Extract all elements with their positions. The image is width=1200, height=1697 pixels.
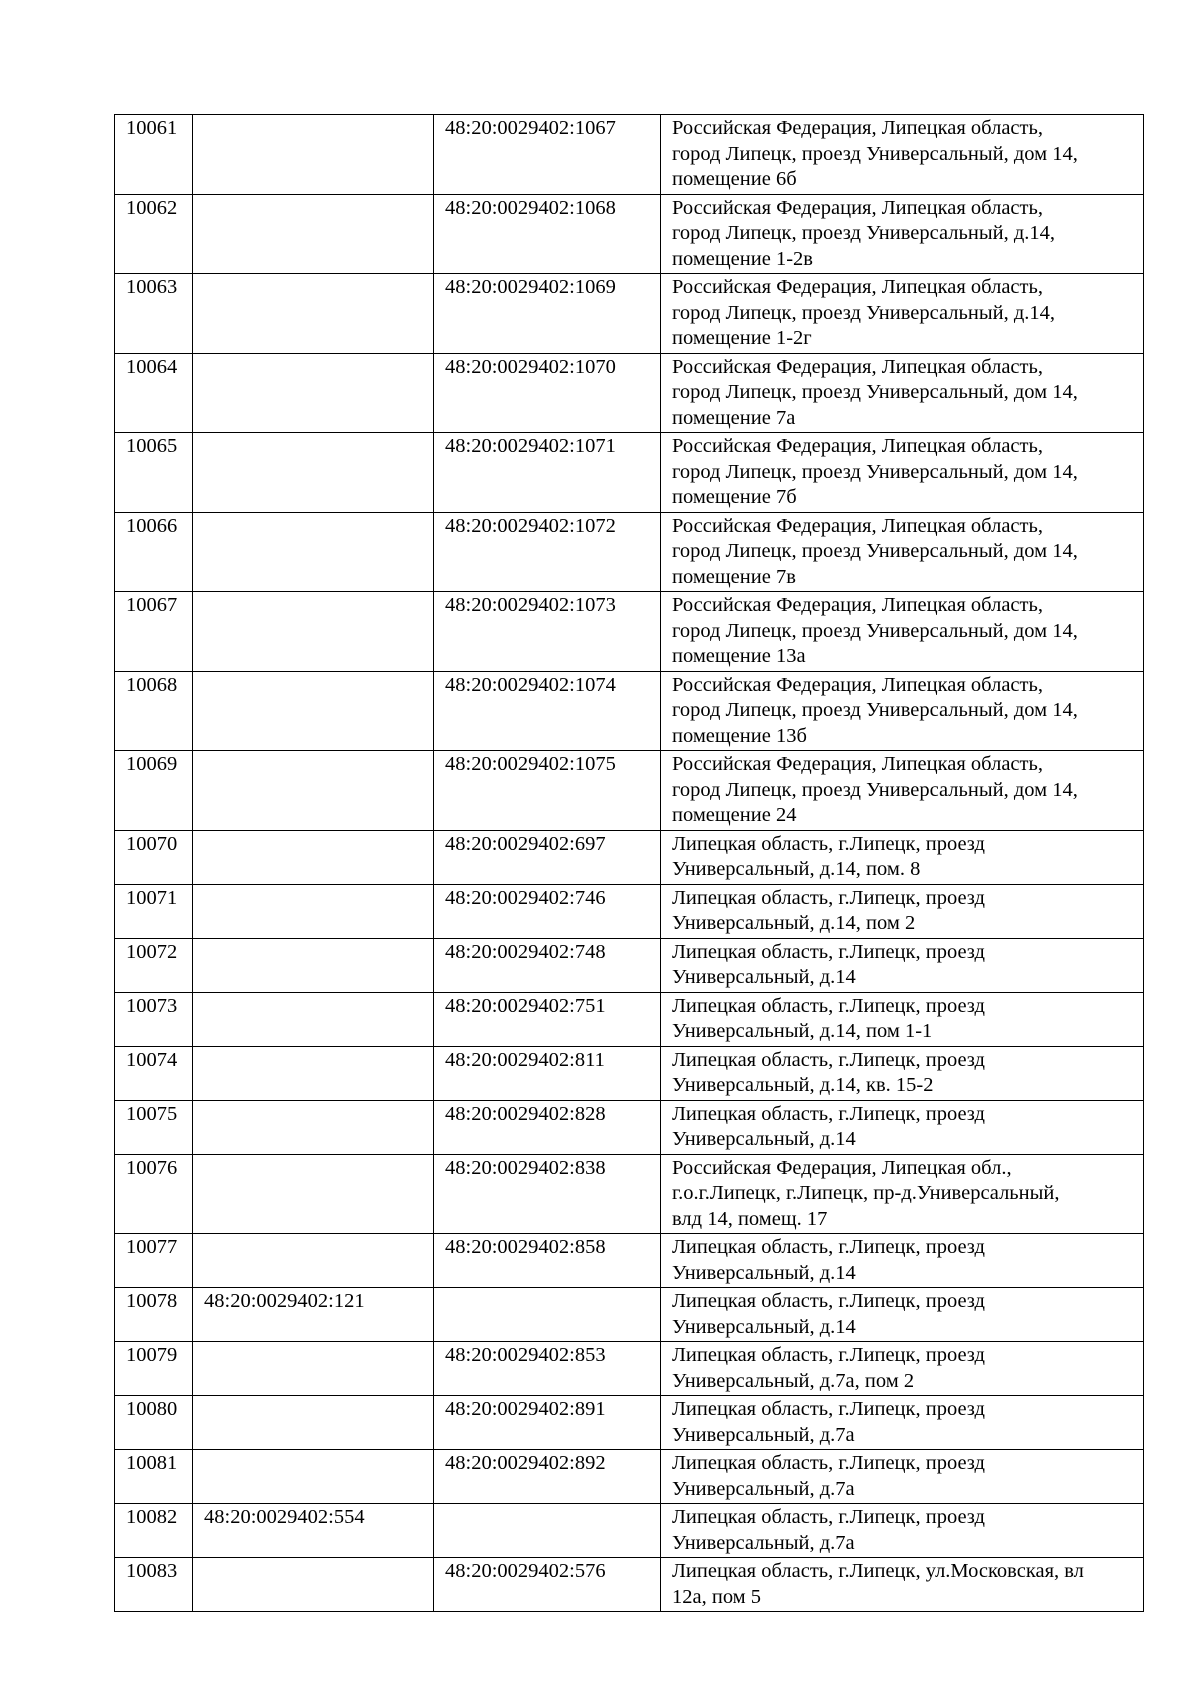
table-row xyxy=(115,884,1144,938)
table-row xyxy=(115,938,1144,992)
address-line: Липецкая область, г.Липецк, проезд xyxy=(672,886,985,909)
address-cell xyxy=(661,1504,1144,1558)
object-cadastral-number-cell: 48:20:0029402:891 xyxy=(434,1396,661,1450)
address-line: город Липецк, проезд Универсальный, д.14, xyxy=(672,301,1056,324)
land-cadastral-number-cell xyxy=(193,1234,434,1288)
table-row xyxy=(115,1558,1144,1612)
land-cadastral-number-cell xyxy=(193,884,434,938)
address-line: 12а, пом 5 xyxy=(672,1585,762,1608)
address-cell xyxy=(661,1450,1144,1504)
row-number-cell: 10065 xyxy=(115,433,193,513)
table-row xyxy=(115,1234,1144,1288)
table-row xyxy=(115,830,1144,884)
row-number-cell: 10071 xyxy=(115,884,193,938)
address-line: Универсальный, д.14 xyxy=(672,1315,856,1338)
table-row xyxy=(115,751,1144,831)
land-cadastral-number-cell: 48:20:0029402:121 xyxy=(193,1288,434,1342)
table-row xyxy=(115,353,1144,433)
land-cadastral-number-cell xyxy=(193,1450,434,1504)
address-line: город Липецк, проезд Универсальный, дом 14, xyxy=(672,460,1078,483)
address-cell xyxy=(661,353,1144,433)
address-cell xyxy=(661,1342,1144,1396)
object-cadastral-number-cell: 48:20:0029402:838 xyxy=(434,1154,661,1234)
address-cell xyxy=(661,592,1144,672)
row-number-cell: 10061 xyxy=(115,115,193,195)
object-cadastral-number-cell: 48:20:0029402:1069 xyxy=(434,274,661,354)
table-row xyxy=(115,1450,1144,1504)
address-line: Универсальный, д.7а xyxy=(672,1531,855,1554)
address-cell xyxy=(661,1154,1144,1234)
address-line: помещение 1-2в xyxy=(672,247,813,270)
address-line: Универсальный, д.14 xyxy=(672,1128,856,1150)
row-number-cell: 10072 xyxy=(115,938,193,992)
object-cadastral-number-cell: 48:20:0029402:746 xyxy=(434,884,661,938)
table-row xyxy=(115,992,1144,1046)
object-cadastral-number-cell: 48:20:0029402:811 xyxy=(434,1046,661,1100)
address-cell xyxy=(661,274,1144,354)
row-number-cell: 10083 xyxy=(115,1558,193,1612)
address-line: Липецкая область, г.Липецк, проезд xyxy=(672,940,985,963)
object-cadastral-number-cell: 48:20:0029402:748 xyxy=(434,938,661,992)
object-cadastral-number-cell: 48:20:0029402:1072 xyxy=(434,512,661,592)
address-cell xyxy=(661,751,1144,831)
address-line: Универсальный, д.7а xyxy=(672,1423,855,1446)
address-line: помещение 13б xyxy=(672,724,807,747)
address-line: Липецкая область, г.Липецк, проезд xyxy=(672,1506,985,1528)
address-line: город Липецк, проезд Универсальный, дом 14, xyxy=(672,619,1078,642)
land-cadastral-number-cell xyxy=(193,1154,434,1234)
address-line: Универсальный, д.14, пом 1-1 xyxy=(672,1020,933,1042)
address-line: Российская Федерация, Липецкая область, xyxy=(672,196,1043,219)
address-line: город Липецк, проезд Универсальный, дом 14, xyxy=(672,381,1078,403)
address-line: помещение 7в xyxy=(672,565,796,588)
object-cadastral-number-cell: 48:20:0029402:1071 xyxy=(434,433,661,513)
table-row xyxy=(115,1100,1144,1154)
land-cadastral-number-cell xyxy=(193,992,434,1046)
row-number-cell: 10062 xyxy=(115,194,193,274)
address-line: г.о.г.Липецк, г.Липецк, пр-д.Универсальный, xyxy=(672,1182,1060,1204)
row-number-cell: 10070 xyxy=(115,830,193,884)
table-row xyxy=(115,115,1144,195)
address-line: Российская Федерация, Липецкая область, xyxy=(672,355,1043,378)
object-cadastral-number-cell: 48:20:0029402:858 xyxy=(434,1234,661,1288)
land-cadastral-number-cell xyxy=(193,1342,434,1396)
address-line: Липецкая область, г.Липецк, проезд xyxy=(672,1048,985,1071)
address-cell xyxy=(661,1046,1144,1100)
table-row xyxy=(115,592,1144,672)
address-line: Универсальный, д.14 xyxy=(672,1261,856,1284)
object-cadastral-number-cell: 48:20:0029402:576 xyxy=(434,1558,661,1612)
address-line: помещение 24 xyxy=(672,804,797,826)
address-line: Липецкая область, г.Липецк, проезд xyxy=(672,1236,985,1258)
table-row xyxy=(115,1504,1144,1558)
address-line: Липецкая область, г.Липецк, проезд xyxy=(672,832,985,855)
address-line: Российская Федерация, Липецкая область, xyxy=(672,514,1043,537)
address-line: влд 14, помещ. 17 xyxy=(672,1207,828,1230)
land-cadastral-number-cell xyxy=(193,274,434,354)
address-cell xyxy=(661,938,1144,992)
registry-table xyxy=(114,114,1144,1612)
address-cell xyxy=(661,671,1144,751)
object-cadastral-number-cell: 48:20:0029402:1074 xyxy=(434,671,661,751)
land-cadastral-number-cell xyxy=(193,592,434,672)
address-line: город Липецк, проезд Универсальный, дом 14, xyxy=(672,778,1078,801)
row-number-cell: 10076 xyxy=(115,1154,193,1234)
address-line: Российская Федерация, Липецкая обл., xyxy=(672,1156,1012,1179)
object-cadastral-number-cell xyxy=(434,1504,661,1558)
object-cadastral-number-cell: 48:20:0029402:1075 xyxy=(434,751,661,831)
address-line: Липецкая область, г.Липецк, проезд xyxy=(672,1452,985,1474)
address-line: Универсальный, д.7а, пом 2 xyxy=(672,1369,915,1392)
table-row xyxy=(115,194,1144,274)
address-cell xyxy=(661,512,1144,592)
row-number-cell: 10069 xyxy=(115,751,193,831)
land-cadastral-number-cell xyxy=(193,115,434,195)
address-line: Универсальный, д.14, кв. 15-2 xyxy=(672,1074,934,1096)
address-line: Универсальный, д.14, пом. 8 xyxy=(672,858,921,880)
row-number-cell: 10063 xyxy=(115,274,193,354)
address-line: помещение 7а xyxy=(672,406,796,429)
address-line: Липецкая область, г.Липецк, проезд xyxy=(672,1290,985,1312)
address-cell xyxy=(661,992,1144,1046)
table-row xyxy=(115,1288,1144,1342)
address-line: Российская Федерация, Липецкая область, xyxy=(672,673,1043,696)
table-row xyxy=(115,1154,1144,1234)
row-number-cell: 10073 xyxy=(115,992,193,1046)
land-cadastral-number-cell xyxy=(193,353,434,433)
address-line: Российская Федерация, Липецкая область, xyxy=(672,276,1043,298)
address-cell xyxy=(661,194,1144,274)
address-cell xyxy=(661,1558,1144,1612)
address-line: Липецкая область, г.Липецк, проезд xyxy=(672,1344,985,1366)
address-line: город Липецк, проезд Универсальный, д.14, xyxy=(672,222,1056,244)
land-cadastral-number-cell xyxy=(193,194,434,274)
object-cadastral-number-cell: 48:20:0029402:853 xyxy=(434,1342,661,1396)
object-cadastral-number-cell: 48:20:0029402:1070 xyxy=(434,353,661,433)
row-number-cell: 10082 xyxy=(115,1504,193,1558)
address-line: город Липецк, проезд Универсальный, дом 14, xyxy=(672,540,1078,562)
table-row xyxy=(115,274,1144,354)
row-number-cell: 10081 xyxy=(115,1450,193,1504)
row-number-cell: 10074 xyxy=(115,1046,193,1100)
land-cadastral-number-cell xyxy=(193,1396,434,1450)
address-line: Российская Федерация, Липецкая область, xyxy=(672,594,1043,616)
land-cadastral-number-cell xyxy=(193,512,434,592)
table-row xyxy=(115,512,1144,592)
land-cadastral-number-cell xyxy=(193,433,434,513)
address-cell xyxy=(661,1100,1144,1154)
address-line: Липецкая область, г.Липецк, ул.Московская, вл xyxy=(672,1560,1084,1582)
address-cell xyxy=(661,884,1144,938)
address-line: помещение 6б xyxy=(672,168,797,190)
address-cell xyxy=(661,830,1144,884)
address-line: город Липецк, проезд Универсальный, дом 14, xyxy=(672,699,1078,721)
object-cadastral-number-cell: 48:20:0029402:697 xyxy=(434,830,661,884)
row-number-cell: 10080 xyxy=(115,1396,193,1450)
row-number-cell: 10077 xyxy=(115,1234,193,1288)
row-number-cell: 10075 xyxy=(115,1100,193,1154)
row-number-cell: 10064 xyxy=(115,353,193,433)
land-cadastral-number-cell xyxy=(193,751,434,831)
row-number-cell: 10079 xyxy=(115,1342,193,1396)
address-line: Универсальный, д.14, пом 2 xyxy=(672,912,916,934)
object-cadastral-number-cell: 48:20:0029402:1067 xyxy=(434,115,661,195)
table-row xyxy=(115,1342,1144,1396)
table-row xyxy=(115,1396,1144,1450)
address-line: помещение 1-2г xyxy=(672,327,812,349)
address-line: Липецкая область, г.Липецк, проезд xyxy=(672,1398,985,1420)
table-row xyxy=(115,433,1144,513)
land-cadastral-number-cell xyxy=(193,1558,434,1612)
address-cell xyxy=(661,1288,1144,1342)
land-cadastral-number-cell xyxy=(193,938,434,992)
row-number-cell: 10067 xyxy=(115,592,193,672)
address-line: Универсальный, д.7а xyxy=(672,1477,855,1500)
land-cadastral-number-cell xyxy=(193,830,434,884)
address-line: Универсальный, д.14 xyxy=(672,966,856,988)
address-line: город Липецк, проезд Универсальный, дом 14, xyxy=(672,142,1078,165)
address-cell xyxy=(661,1396,1144,1450)
address-line: Российская Федерация, Липецкая область, xyxy=(672,753,1043,775)
address-line: помещение 7б xyxy=(672,486,797,508)
land-cadastral-number-cell: 48:20:0029402:554 xyxy=(193,1504,434,1558)
address-cell xyxy=(661,115,1144,195)
object-cadastral-number-cell: 48:20:0029402:1073 xyxy=(434,592,661,672)
object-cadastral-number-cell: 48:20:0029402:892 xyxy=(434,1450,661,1504)
table-row xyxy=(115,1046,1144,1100)
land-cadastral-number-cell xyxy=(193,671,434,751)
row-number-cell: 10078 xyxy=(115,1288,193,1342)
land-cadastral-number-cell xyxy=(193,1046,434,1100)
address-line: Российская Федерация, Липецкая область, xyxy=(672,117,1043,139)
address-line: Липецкая область, г.Липецк, проезд xyxy=(672,994,985,1017)
registry-table-body xyxy=(115,115,1144,1612)
object-cadastral-number-cell: 48:20:0029402:751 xyxy=(434,992,661,1046)
land-cadastral-number-cell xyxy=(193,1100,434,1154)
row-number-cell: 10066 xyxy=(115,512,193,592)
object-cadastral-number-cell: 48:20:0029402:1068 xyxy=(434,194,661,274)
address-cell xyxy=(661,1234,1144,1288)
object-cadastral-number-cell xyxy=(434,1288,661,1342)
address-line: Российская Федерация, Липецкая область, xyxy=(672,435,1043,457)
table-row xyxy=(115,671,1144,751)
address-line: Липецкая область, г.Липецк, проезд xyxy=(672,1102,985,1125)
row-number-cell: 10068 xyxy=(115,671,193,751)
address-cell xyxy=(661,433,1144,513)
address-line: помещение 13а xyxy=(672,645,806,667)
object-cadastral-number-cell: 48:20:0029402:828 xyxy=(434,1100,661,1154)
